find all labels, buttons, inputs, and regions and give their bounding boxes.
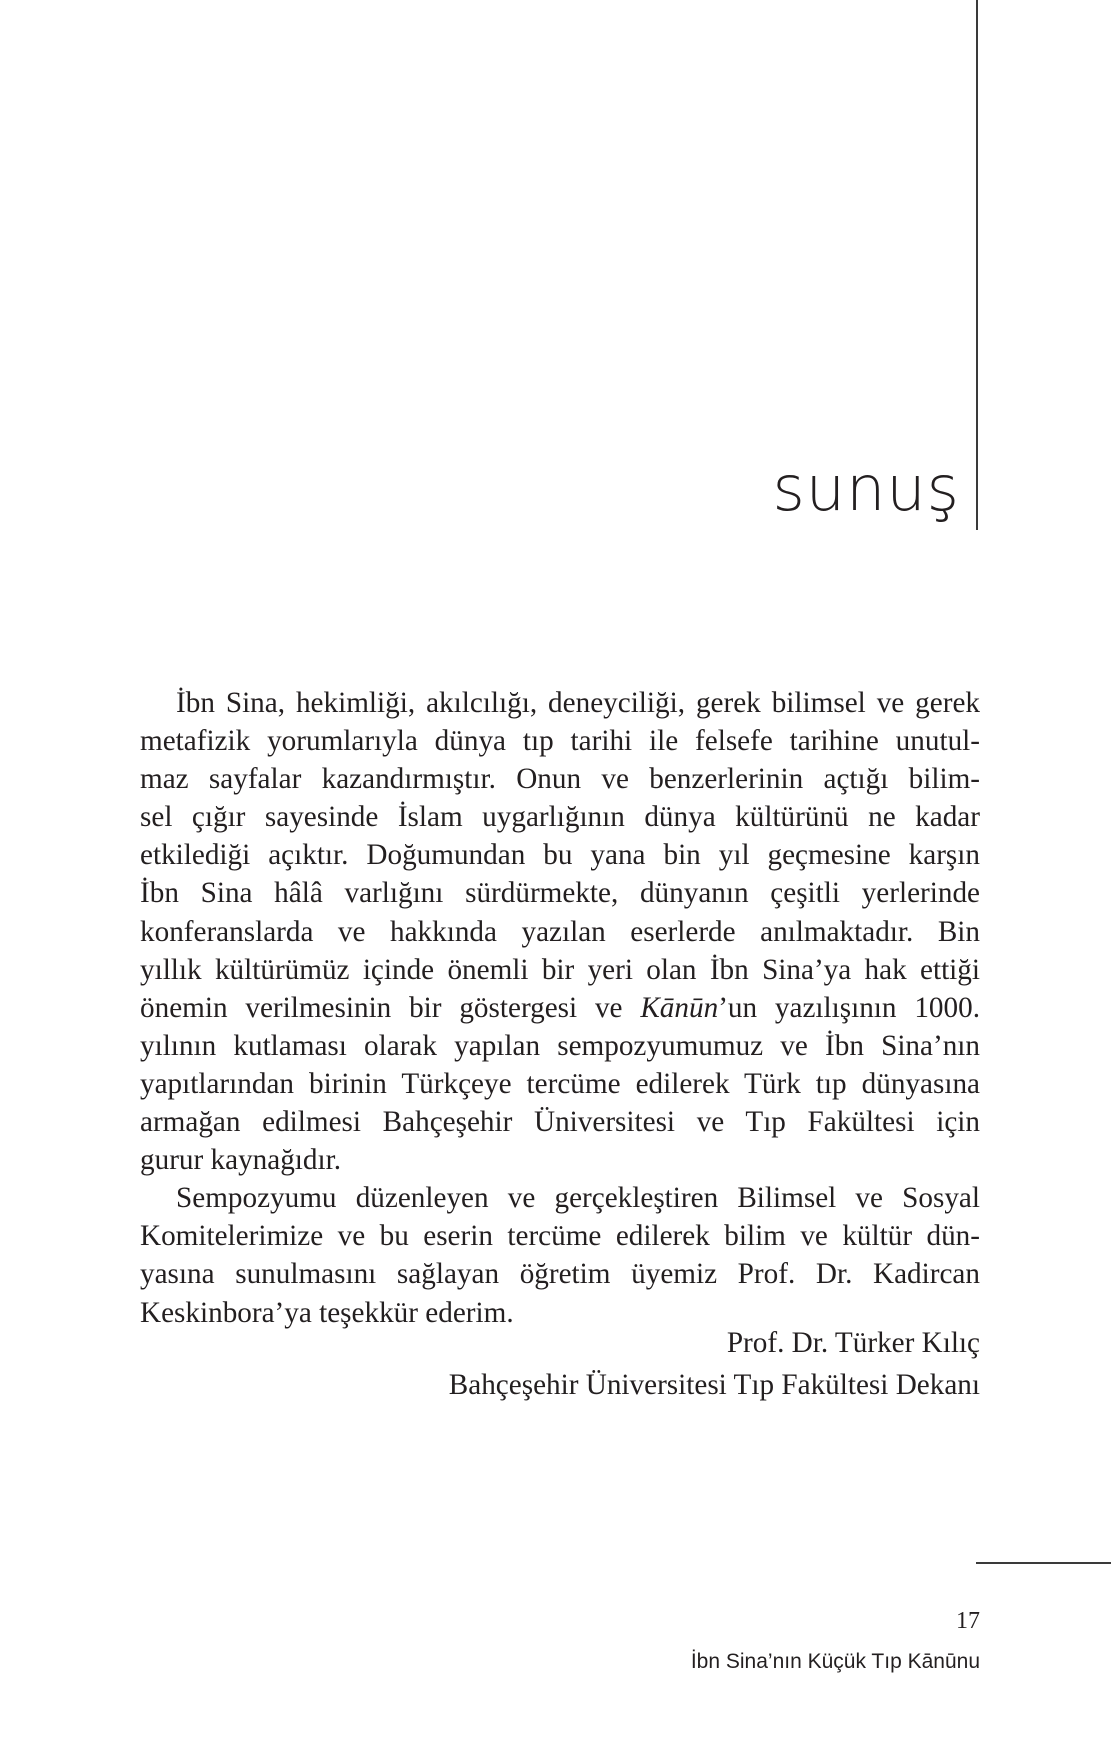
signature-name: Prof. Dr. Türker Kılıç xyxy=(726,1327,980,1359)
italic-book-title: Kānūn xyxy=(640,991,719,1024)
body-text xyxy=(140,684,980,1332)
body-line-part: ’un yazılışının 1000. xyxy=(718,991,980,1024)
body-line: gurur kaynağıdır. xyxy=(140,1144,342,1177)
body-line: yılının kutlaması olarak yapılan sempozyumumuz ve İbn Sina’nın xyxy=(140,1029,980,1062)
signature-block xyxy=(449,1322,980,1406)
body-line: konferanslarda ve hakkında yazılan eserlerde anılmaktadır. Bin xyxy=(140,915,980,948)
chapter-title: sunuş xyxy=(772,452,960,525)
running-footer-book-title: İbn Sina’nın Küçük Tıp Kānūnu xyxy=(690,1650,980,1673)
footer-horizontal-rule xyxy=(976,1562,1111,1564)
body-line: Komitelerimize ve bu eserin tercüme edilerek bilim ve kültür dün- xyxy=(140,1220,980,1253)
body-line: İbn Sina hâlâ varlığını sürdürmekte, dünyanın çeşitli yerlerinde xyxy=(140,877,980,910)
body-line-with-italic xyxy=(140,989,980,1027)
signature-position: Bahçeşehir Üniversitesi Tıp Fakültesi Dekanı xyxy=(448,1369,980,1401)
body-line: yıllık kültürümüz içinde önemli bir yeri olan İbn Sina’ya hak ettiği xyxy=(140,953,980,986)
page-number: 17 xyxy=(956,1608,980,1634)
body-line: sel çığır sayesinde İslam uygarlığının dünya kültürünü ne kadar xyxy=(140,801,980,834)
body-line: etkilediği açıktır. Doğumundan bu yana bin yıl geçmesine karşın xyxy=(140,839,980,872)
body-line: Keskinbora’ya teşekkür ederim. xyxy=(140,1296,514,1329)
body-line: Sempozyumu düzenleyen ve gerçekleştiren Bilimsel ve Sosyal xyxy=(176,1182,980,1215)
body-line: armağan edilmesi Bahçeşehir Üniversitesi ve Tıp Fakültesi için xyxy=(140,1106,980,1139)
body-line: İbn Sina, hekimliği, akılcılığı, deneyciliği, gerek bilimsel ve gerek xyxy=(176,687,980,719)
body-line-part: önemin verilmesinin bir göstergesi ve xyxy=(140,991,641,1024)
body-line: maz sayfalar kazandırmıştır. Onun ve benzerlerinin açtığı bilim- xyxy=(140,763,980,796)
body-line: yasına sunulmasını sağlayan öğretim üyemiz Prof. Dr. Kadircan xyxy=(140,1258,980,1291)
body-line: metafizik yorumlarıyla dünya tıp tarihi ile felsefe tarihine unutul- xyxy=(140,725,980,758)
title-vertical-rule xyxy=(976,0,978,530)
body-line: yapıtlarından birinin Türkçeye tercüme edilerek Türk tıp dünyasına xyxy=(140,1067,980,1100)
